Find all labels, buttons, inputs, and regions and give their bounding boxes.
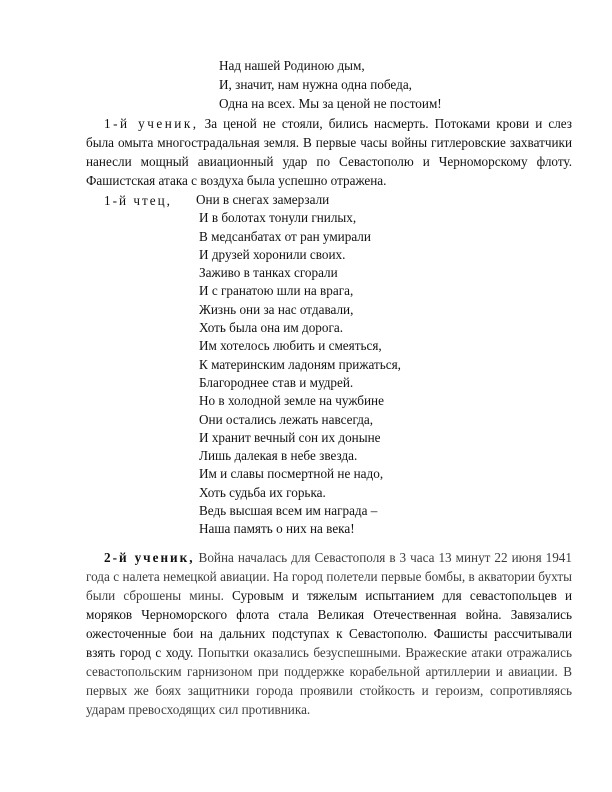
poem-line: Заживо в танках сгорали bbox=[199, 265, 338, 281]
opening-verse bbox=[219, 56, 442, 113]
poem-line: Они в снегах замерзали bbox=[196, 192, 330, 207]
poem-line: Хоть судьба их горька. bbox=[199, 484, 326, 500]
poem-line: К материнским ладоням прижаться, bbox=[199, 356, 401, 372]
poem-line: И в болотах тонули гнилых, bbox=[199, 210, 357, 226]
poem-line: Им хотелось любить и смеяться, bbox=[199, 338, 382, 354]
paragraph-text: За ценой не стояли, бились насмерть. Потоками крови и слез была омыта многострадальная земля. В первые часы войны гитлеровские захватчики нанесли мощный авиационный удар по Севастополю и Черноморскому флоту. Фашистская атака с воздуха была успешно отражена. bbox=[86, 116, 572, 188]
verse-line: Над нашей Родиною дым, bbox=[219, 58, 365, 73]
verse-line: И, значит, нам нужна одна победа, bbox=[219, 77, 412, 92]
reader-label-text: 1-й чтец, bbox=[104, 193, 172, 208]
poem-line: Наша память о них на века! bbox=[199, 521, 355, 537]
verse-line: Одна на всех. Мы за ценой не постоим! bbox=[219, 96, 442, 111]
poem-line: Благороднее став и мудрей. bbox=[199, 374, 354, 390]
poem-line: Жизнь они за нас отдавали, bbox=[199, 301, 354, 317]
paragraph-text-part-c: Попытки оказались безуспешными. Вражеские атаки отражались севастопольским гарнизоном при поддержке корабельной артиллерии и авиации. В первых же боях защитники города проявили стойкость и героизм, сопротивляясь ударам превосходящих сил противника. bbox=[86, 645, 572, 717]
paragraph-text-part-b: Суровым и тяжелым испытанием для севастопольцев и моряков Черноморского флота стала Великая Отечественная война. Завязались ожесточенные бои на дальних подступах к Севастополю. Фашисты рассчитывали взять город с ходу. bbox=[86, 588, 573, 660]
speaker-label: 1-й ученик, bbox=[104, 116, 199, 131]
poem-line: Им и славы посмертной не надо, bbox=[199, 466, 384, 482]
poem-line: И друзей хоронили своих. bbox=[199, 246, 346, 262]
reader-label bbox=[104, 191, 172, 210]
paragraph-text-part-a: Война началась для Севастополя в 3 часа 13 минут 22 июня 1941 года с налета немецкой авиации. На город полетели первые бомбы, в акватории бухты были сброшены мины. bbox=[86, 550, 572, 603]
poem-line: И хранит вечный сон их доныне bbox=[199, 429, 381, 445]
poem bbox=[196, 191, 401, 539]
paragraph-first-student bbox=[86, 114, 572, 190]
poem-line: В медсанбатах от ран умирали bbox=[199, 228, 371, 244]
speaker-label: 2-й ученик, bbox=[104, 550, 195, 565]
poem-line: Но в холодной земле на чужбине bbox=[199, 393, 384, 409]
poem-line: Они остались лежать навсегда, bbox=[199, 411, 374, 427]
poem-line: Лишь далекая в небе звезда. bbox=[199, 448, 358, 464]
paragraph-second-student bbox=[86, 548, 572, 719]
poem-line: И с гранатою шли на врага, bbox=[199, 283, 354, 299]
poem-line: Ведь высшая всем им награда – bbox=[199, 503, 378, 519]
poem-line: Хоть была она им дорога. bbox=[199, 320, 344, 336]
